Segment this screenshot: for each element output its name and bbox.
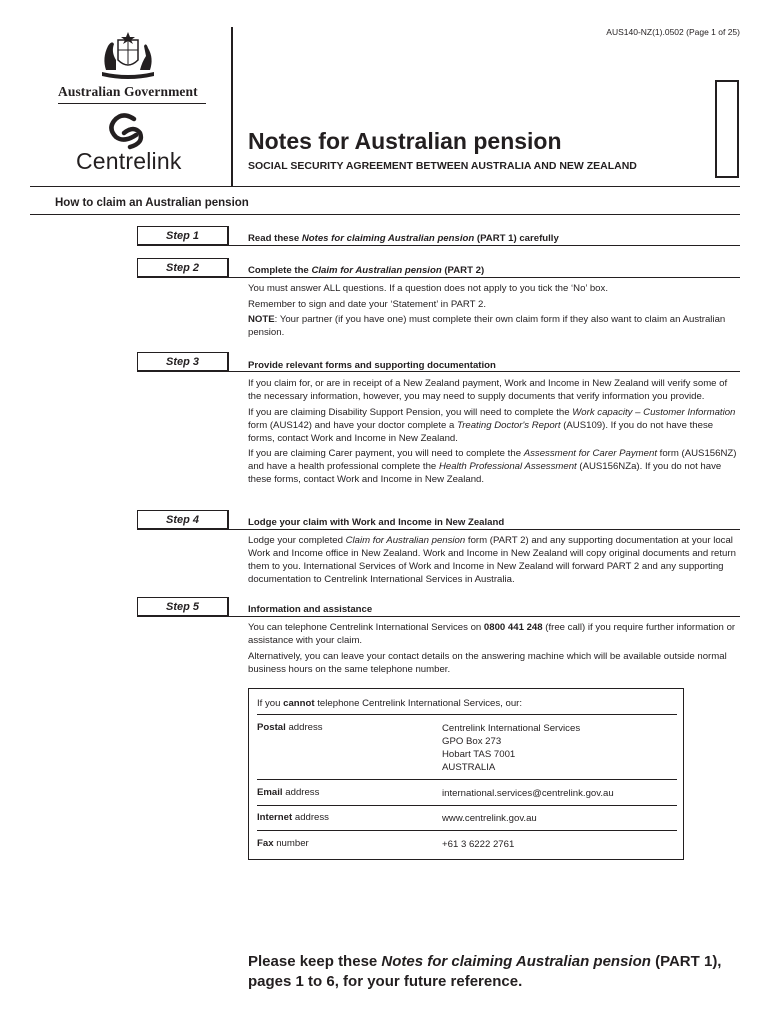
step-2-content <box>248 264 738 342</box>
contact-divider <box>257 714 677 715</box>
step-text: If you are claiming Carer payment, you will need to complete the Assessment for Carer Payment form (AUS156NZ) and have a health professional complete the Health Professional Assessment (AUS156NZa). If you do not have these forms, contact Work and Income in New Zealand. <box>248 448 737 485</box>
contact-intro: If you cannot telephone Centrelink International Services, our: <box>257 698 523 709</box>
email-address[interactable]: international.services@centrelink.gov.au <box>442 788 614 799</box>
step-heading: Information and assistance <box>248 604 373 615</box>
header-rule <box>30 186 740 187</box>
header-divider <box>231 27 233 187</box>
logo-divider <box>58 103 206 104</box>
coat-of-arms-icon <box>84 30 172 82</box>
section-heading: How to claim an Australian pension <box>55 197 249 209</box>
footer-note: Please keep these Notes for claiming Australian pension (PART 1), pages 1 to 6, for your future reference. <box>248 953 722 990</box>
step-3-tab <box>137 352 227 371</box>
agency-name: Centrelink <box>76 148 182 174</box>
postal-address: Centrelink International Services GPO Box 273 Hobart TAS 7001 AUSTRALIA <box>442 723 581 773</box>
step-label: Step 1 <box>165 229 199 242</box>
step-5-content <box>248 603 738 678</box>
step-1-tab <box>137 226 227 245</box>
postal-label: Postal address <box>257 722 323 733</box>
centrelink-logo-icon <box>104 113 148 151</box>
step-label: Step 4 <box>165 513 199 526</box>
step-label: Step 5 <box>165 600 199 613</box>
step-heading: Provide relevant forms and supporting documentation <box>248 360 496 371</box>
contact-divider <box>257 805 677 806</box>
internet-label: Internet address <box>257 812 329 823</box>
step-4-content <box>248 516 738 589</box>
step-label: Step 3 <box>165 355 199 368</box>
step-heading: Complete the Claim for Australian pension (PART 2) <box>248 265 485 276</box>
page-subtitle: SOCIAL SECURITY AGREEMENT BETWEEN AUSTRALIA AND NEW ZEALAND <box>248 160 637 172</box>
fax-number: +61 3 6222 2761 <box>442 839 515 850</box>
step-note: NOTE: Your partner (if you have one) must complete their own claim form if they also want to claim an Australian pension. <box>248 314 726 338</box>
step-label: Step 2 <box>165 261 199 274</box>
step-3-content <box>248 359 738 489</box>
step-heading: Lodge your claim with Work and Income in New Zealand <box>248 517 505 528</box>
side-box <box>715 80 739 178</box>
contact-box <box>248 688 684 860</box>
internet-address[interactable]: www.centrelink.gov.au <box>442 813 537 824</box>
email-label: Email address <box>257 787 320 798</box>
government-name: Australian Government <box>58 84 198 99</box>
step-text: Alternatively, you can leave your contact details on the answering machine which will be available outside normal business hours on the same telephone number. <box>248 650 727 675</box>
step-heading: Read these Notes for claiming Australian pension (PART 1) carefully <box>248 233 559 244</box>
fax-label: Fax number <box>257 838 309 849</box>
contact-divider <box>257 779 677 780</box>
phone-number: 0800 441 248 <box>483 622 543 633</box>
contact-divider <box>257 830 677 831</box>
step-2-tab <box>137 258 227 277</box>
step-4-tab <box>137 510 227 529</box>
step-5-tab <box>137 597 227 616</box>
step-text: You must answer ALL questions. If a question does not apply to you tick the ‘No’ box. <box>248 283 608 294</box>
step-text: If you are claiming Disability Support Pension, you will need to complete the Work capacity – Customer Information form (AUS142) and have your doctor complete a Treating Doctor's Report (AUS109). If you do not have these forms, contact Work and Income in New Zealand. <box>248 406 736 444</box>
page-title: Notes for Australian pension <box>248 128 562 154</box>
step-text: Remember to sign and date your ‘Statement’ in PART 2. <box>248 298 487 310</box>
step-text: Lodge your completed Claim for Australian pension form (PART 2) and any supporting documentation at your local Work and Income office in New Zealand. Work and Income in New Zealand will copy original documents and return them to you. International Services of Work and Income in New Zealand will forward PART 2 and any supporting documentation to Centrelink International Services in Australia. <box>248 535 736 585</box>
section-rule <box>30 214 740 215</box>
step-1-content <box>248 232 738 250</box>
form-code: AUS140-NZ(1).0502 (Page 1 of 25) <box>606 27 740 37</box>
step-text: If you claim for, or are in receipt of a New Zealand payment, Work and Income in New Zealand will verify some of the necessary information, however, you may need to supply documents that verify information you provide. <box>248 378 728 402</box>
step-text: You can telephone Centrelink International Services on 0800 441 248 (free call) if you require further information or assistance with your claim. <box>248 622 736 646</box>
